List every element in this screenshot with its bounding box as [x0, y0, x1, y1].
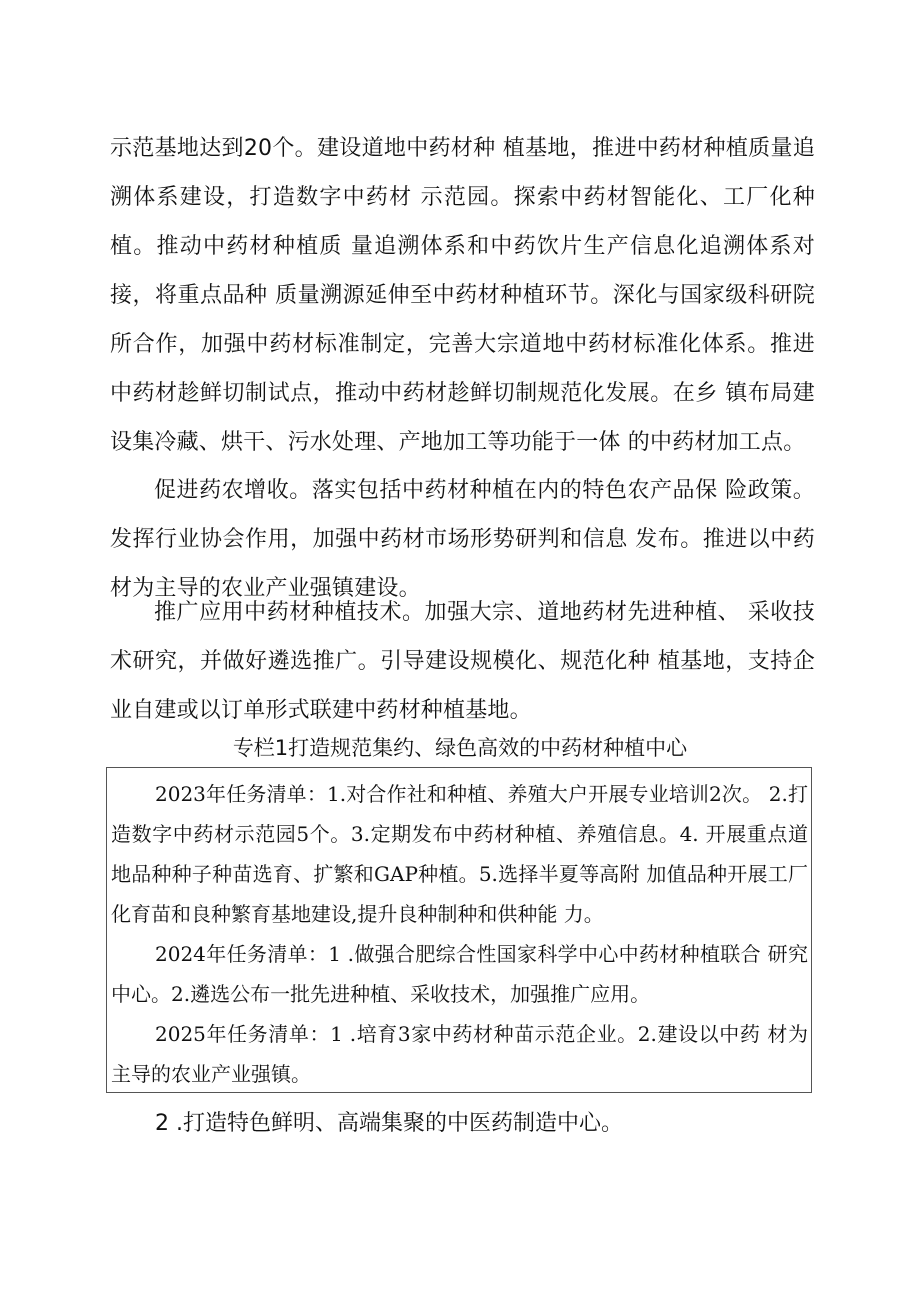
box-title: 专栏1打造规范集约、绿色高效的中药材种植中心 — [232, 736, 688, 760]
body-paragraph-1: 示范基地达到20个。建设道地中药材种 植基地，推进中药材种植质量追溯体系建设，打造数字中药材 示范园。探索中药材智能化、工厂化种植。推动中药材种植质 量追溯体系和中药饮片生产信息化追溯体系对接，将重点品种 质量溯源延伸至中药材种植环节。深化与国家级科研院所合作，加强中药材标准制定，完善大宗道地中药材标准化体系。推进 中药材趁鲜切制试点，推动中药材趁鲜切制规范化发展。在乡 镇布局建设集冷藏、烘干、污水处理、产地加工等功能于一体 的中药材加工点。 — [110, 136, 815, 455]
section-heading: 2 .打造特色鲜明、高端集聚的中医药制造中心。 — [155, 1111, 623, 1136]
body-paragraph-2: 促进药农增收。落实包括中药材种植在内的特色农产品保 险政策。发挥行业协会作用，加强中药材市场形势研判和信息 发布。推进以中药材为主导的农业产业强镇建设。 — [110, 478, 815, 601]
task-list-2024: 2024年任务清单：1 .做强合肥综合性国家科学中心中药材种植联合 研究中心。2.遴选公布一批先进种植、采收技术，加强推广应用。 — [111, 942, 808, 1006]
task-list-box — [106, 767, 812, 1093]
body-paragraph-3: 推广应用中药材种植技术。加强大宗、道地药材先进种植、 采收技术研究，并做好遴选推广。引导建设规模化、规范化种 植基地，支持企业自建或以订单形式联建中药材种植基地。 — [110, 600, 815, 723]
task-list-2023: 2023年任务清单：1.对合作社和种植、养殖大户开展专业培训2次。 2.打造数字中药材示范园5个。3.定期发布中药材种植、养殖信息。4. 开展重点道地品种种子种苗选育、扩繁和GAP种植。5.选择半夏等高附 加值品种开展工厂化育苗和良种繁育基地建设,提升良种制种和供种能 力。 — [111, 782, 808, 926]
task-list-2025: 2025年任务清单：1 .培育3家中药材种苗示范企业。2.建设以中药 材为主导的农业产业强镇。 — [111, 1022, 808, 1086]
